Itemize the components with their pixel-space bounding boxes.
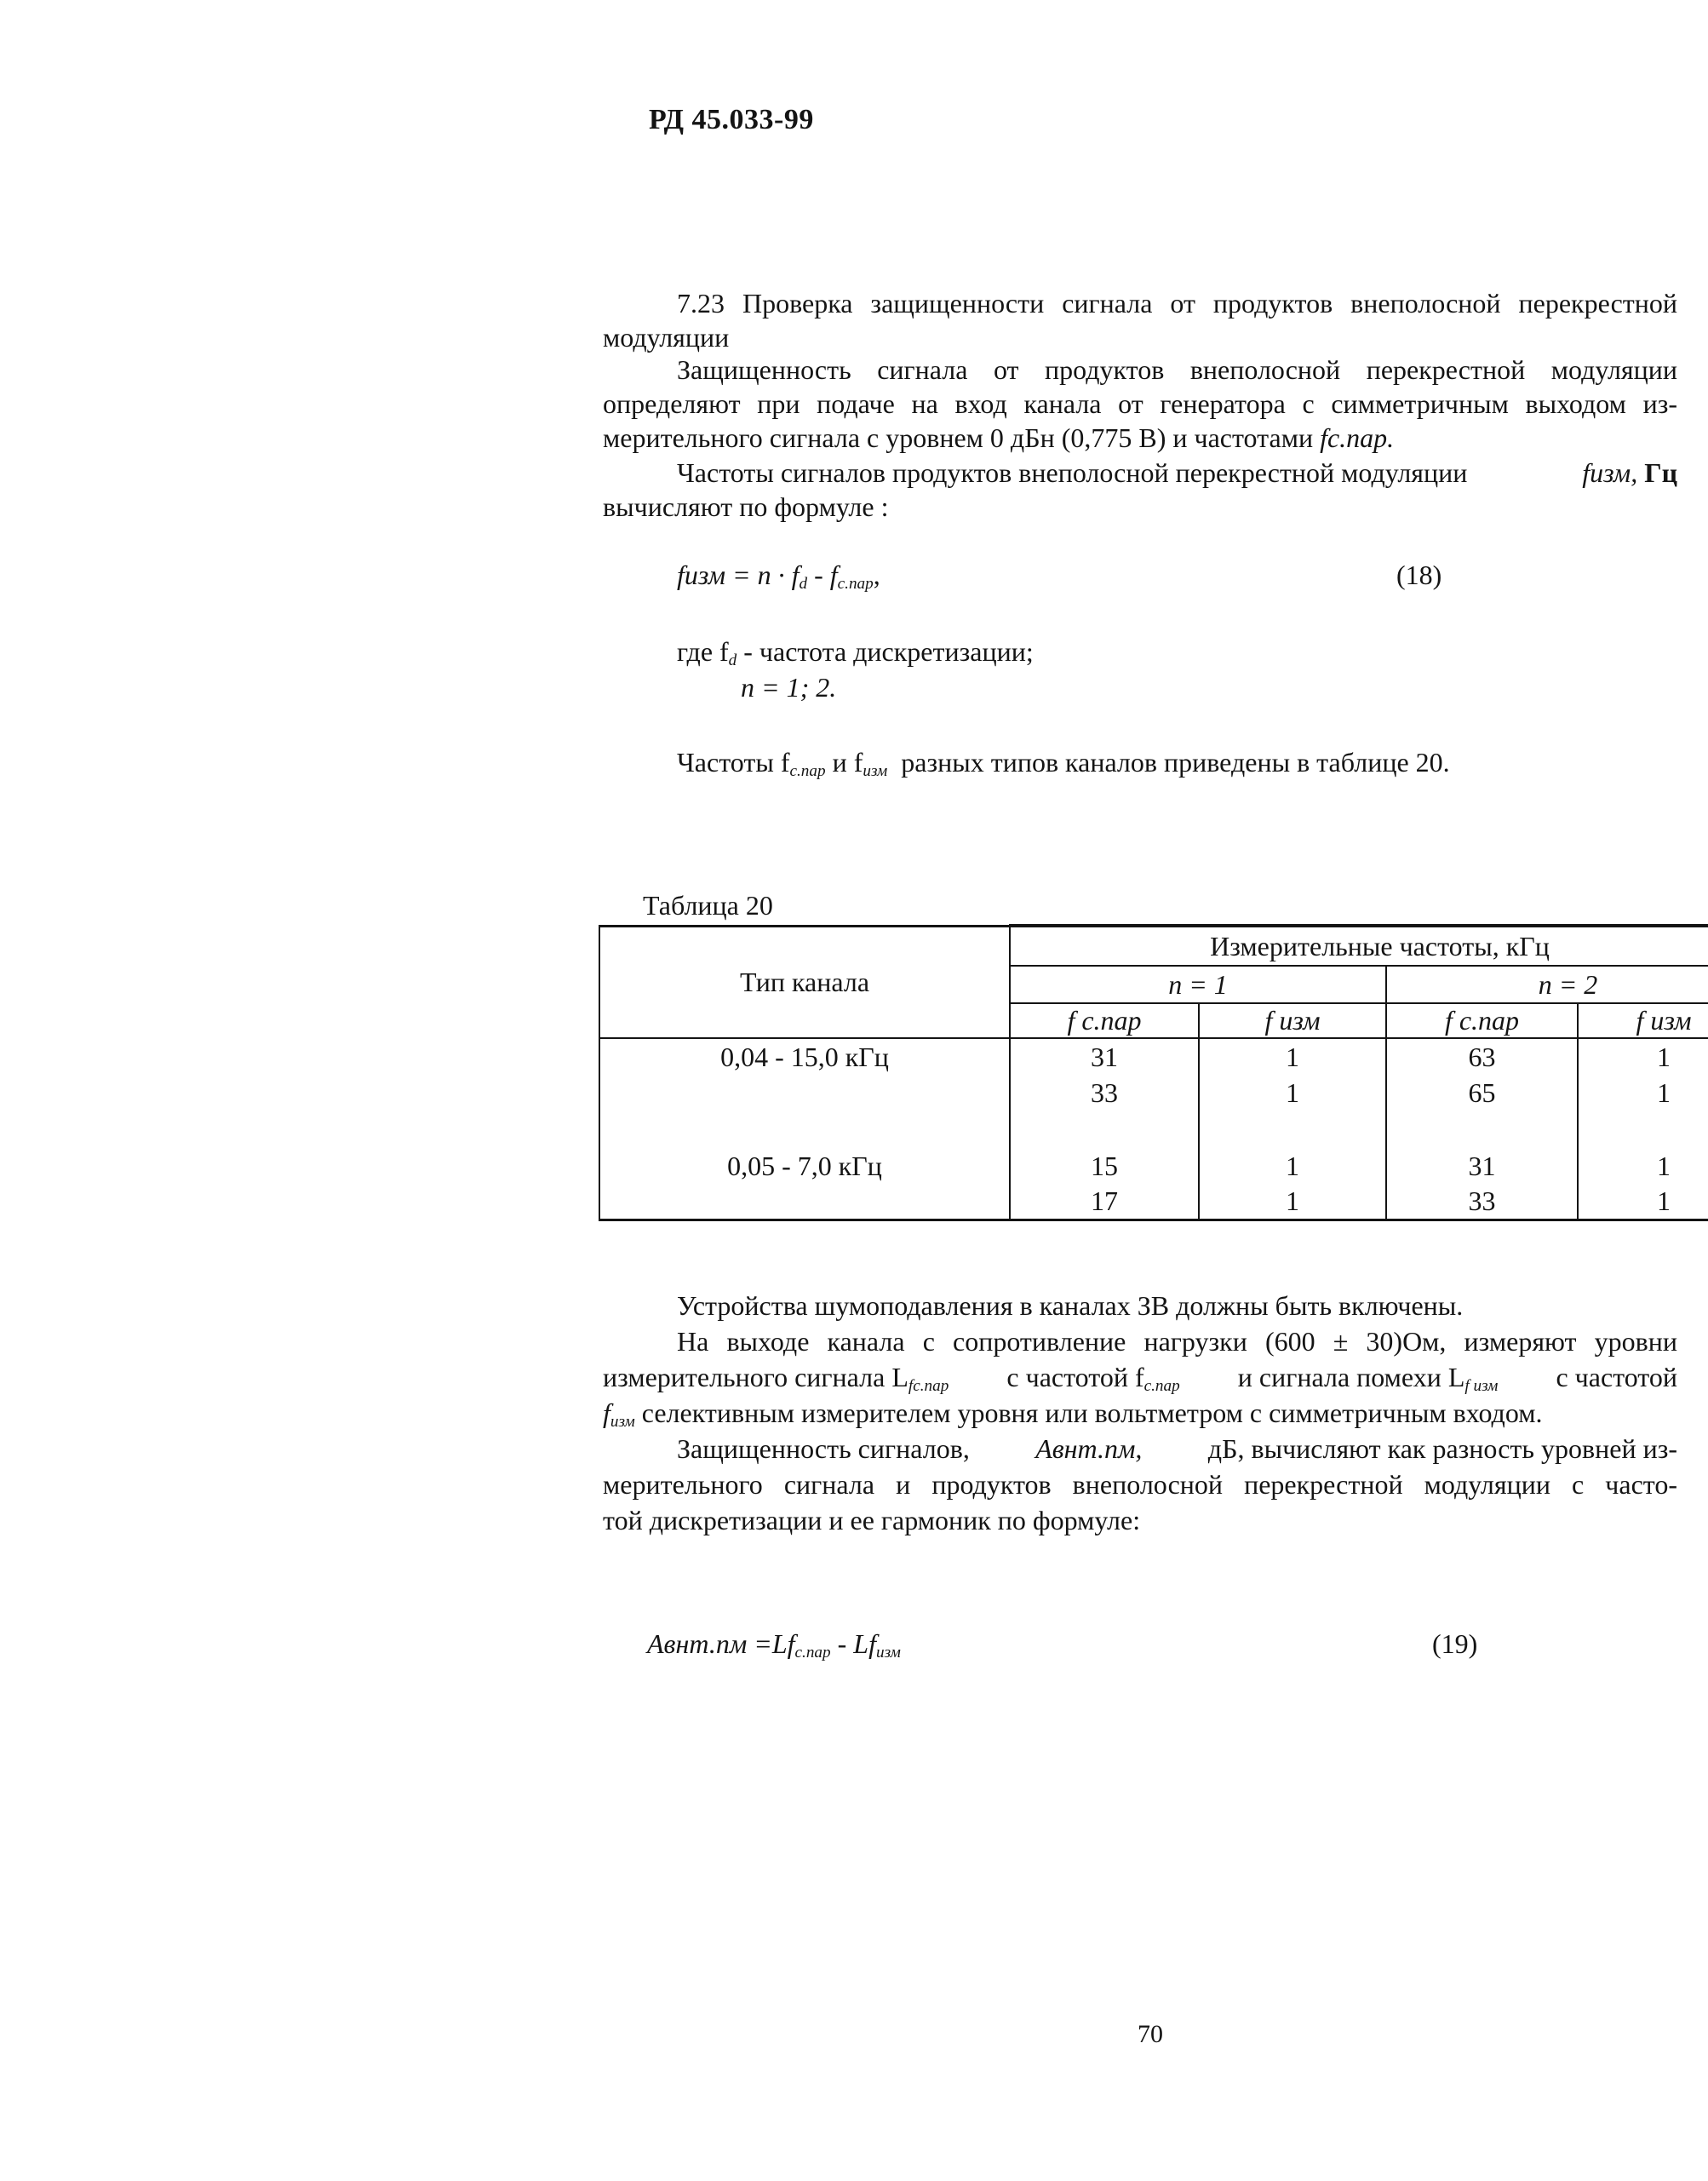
formula19-sub2: изм bbox=[875, 1643, 901, 1662]
paragraph3-line3-b: селективным измерителем уровня или вольтметром с симметричным входом. bbox=[641, 1398, 1543, 1428]
row4-n1-fcpar: 17 bbox=[1010, 1184, 1199, 1220]
row2-n2-fcpar: 65 bbox=[1386, 1075, 1578, 1111]
paragraph3-line2-sub3: f изм bbox=[1464, 1376, 1499, 1395]
header-n1: n = 1 bbox=[1168, 968, 1228, 1000]
row3-n2-fcpar: 31 bbox=[1386, 1148, 1578, 1184]
row3-n2-fizm: 1 bbox=[1657, 1150, 1671, 1181]
row1-n1-fcpar: 31 bbox=[1010, 1038, 1199, 1075]
paragraph2-line1-text: Частоты сигналов продуктов внеполосной перекрестной модуляции bbox=[677, 457, 1468, 488]
row3-type-cell bbox=[599, 1148, 1010, 1184]
fcpar-symbol: fс.пар. bbox=[1320, 422, 1395, 453]
formula-19 bbox=[647, 1627, 901, 1670]
paragraph4-line1-a: Защищенность сигналов, bbox=[677, 1433, 970, 1464]
formula-18-number: (18) bbox=[1396, 560, 1442, 590]
where-line1 bbox=[677, 634, 1034, 678]
spacer-cell bbox=[1386, 1111, 1578, 1148]
document-code: РД 45.033-99 bbox=[649, 104, 814, 135]
noise-suppression-line: Устройства шумоподавления в каналах ЗВ должны быть включены. bbox=[677, 1290, 1464, 1321]
row2-n2-fizm: 1 bbox=[1657, 1076, 1671, 1108]
subheader-n1-fcpar: f с.пар bbox=[1067, 1005, 1142, 1036]
formula-18 bbox=[677, 558, 880, 601]
formula18-comma: , bbox=[873, 560, 880, 590]
table-caption: Таблица 20 bbox=[643, 890, 773, 921]
paragraph2-line1-tail bbox=[1582, 456, 1677, 490]
section-heading-line2: модуляции bbox=[603, 322, 730, 353]
formula19-minus: - Lf bbox=[837, 1628, 876, 1659]
frequency-note bbox=[677, 745, 1450, 789]
formula-19-number: (19) bbox=[1432, 1628, 1478, 1659]
paragraph4-line1-b: Авнт.пм, bbox=[1035, 1433, 1143, 1464]
row4-n2-fcpar: 33 bbox=[1386, 1184, 1578, 1220]
formula18-eq: = n · f bbox=[732, 560, 800, 590]
paragraph3-line2-d: с частотой bbox=[1556, 1362, 1677, 1392]
table-row bbox=[599, 1184, 1708, 1220]
fizm-symbol: fизм, bbox=[1582, 457, 1638, 488]
where-line1-b: - частота дискретизации; bbox=[743, 636, 1034, 667]
paragraph1-line3-text: мерительного сигнала с уровнем 0 дБн (0,775 В) и частотами bbox=[603, 422, 1314, 453]
where-line1-a: где f bbox=[677, 636, 729, 667]
table-row bbox=[599, 1148, 1708, 1184]
spacer-cell bbox=[1578, 1111, 1708, 1148]
paragraph1-line2: определяют при подаче на вход канала от генератора с симметричным выходом из- bbox=[603, 388, 1677, 419]
row1-n1-fizm: 1 bbox=[1199, 1038, 1386, 1075]
frequency-note-b: и f bbox=[832, 747, 863, 778]
spacer-cell bbox=[1199, 1111, 1386, 1148]
paragraph3-line2-sub2: с.пар bbox=[1143, 1376, 1180, 1395]
paragraph3-line3-sub: изм bbox=[610, 1412, 635, 1431]
table-row bbox=[599, 1038, 1708, 1075]
header-group: Измерительные частоты, кГц bbox=[1210, 930, 1550, 961]
subheader-n2-fizm-cell bbox=[1578, 1003, 1708, 1038]
paragraph3-line1: На выходе канала с сопротивление нагрузки (600 ± 30)Ом, измеряют уровни bbox=[677, 1326, 1677, 1357]
paragraph4-line3: той дискретизации и ее гармоник по формуле: bbox=[603, 1505, 1141, 1535]
row1-type-cell bbox=[599, 1038, 1010, 1075]
paragraph1-line3 bbox=[603, 421, 1394, 455]
frequency-note-sub1: с.пар bbox=[789, 761, 826, 780]
row1-n2-fizm: 1 bbox=[1657, 1041, 1671, 1072]
row3-type: 0,05 - 7,0 кГц bbox=[727, 1150, 882, 1181]
spacer-cell bbox=[1010, 1111, 1199, 1148]
subheader-n2-fcpar: f с.пар bbox=[1444, 1005, 1520, 1036]
subheader-n2-fcpar-cell bbox=[1386, 1003, 1578, 1038]
paragraph3-line2-b: с частотой f bbox=[1006, 1362, 1144, 1392]
paragraph4-line2: мерительного сигнала и продуктов внеполосной перекрестной модуляции с часто- bbox=[603, 1469, 1677, 1500]
formula19-sub1: с.пар bbox=[794, 1643, 831, 1662]
where-line1-sub: d bbox=[728, 651, 737, 669]
formula18-minus: - f bbox=[814, 560, 838, 590]
paragraph4-line1 bbox=[677, 1432, 1677, 1466]
frequency-note-sub2: изм bbox=[863, 761, 888, 780]
paragraph3-line2-c: и сигнала помехи L bbox=[1237, 1362, 1465, 1392]
row2-n1-fizm: 1 bbox=[1199, 1075, 1386, 1111]
paragraph1-line1: Защищенность сигнала от продуктов внеполосной перекрестной модуляции bbox=[677, 354, 1677, 385]
section-heading-line1: 7.23 Проверка защищенности сигнала от продуктов внеполосной перекрестной bbox=[677, 288, 1677, 319]
table-20 bbox=[599, 924, 1708, 1231]
row4-type-cell bbox=[599, 1184, 1010, 1220]
header-type: Тип канала bbox=[739, 966, 870, 997]
spacer-cell bbox=[599, 1111, 1010, 1148]
header-type-cell bbox=[599, 926, 1010, 1038]
row4-n2-fizm: 1 bbox=[1578, 1184, 1708, 1220]
frequency-note-a: Частоты f bbox=[677, 747, 790, 778]
header-group-cell bbox=[1010, 926, 1708, 966]
formula18-cpar-sub: с.пар bbox=[837, 574, 874, 593]
row4-n1-fizm: 1 bbox=[1199, 1184, 1386, 1220]
header-n2-cell bbox=[1386, 966, 1708, 1003]
paragraph2-line2: вычисляют по формуле : bbox=[603, 491, 889, 522]
row3-n1-fcpar: 15 bbox=[1010, 1148, 1199, 1184]
row1-type: 0,04 - 15,0 кГц bbox=[720, 1041, 889, 1072]
where-line2: n = 1; 2. bbox=[741, 672, 837, 703]
paragraph3-line3-f: f bbox=[603, 1398, 610, 1428]
formula18-d-sub: d bbox=[799, 574, 808, 593]
formula18-lhs: fизм bbox=[677, 560, 725, 590]
row1-n2-fcpar: 63 bbox=[1386, 1038, 1578, 1075]
formula19-eq: =Lf bbox=[754, 1628, 795, 1659]
paragraph3-line2-a: измерительного сигнала L bbox=[603, 1362, 908, 1392]
table-spacer-row bbox=[599, 1111, 1708, 1148]
paragraph4-line1-c: дБ, вычисляют как разность уровней из- bbox=[1207, 1433, 1677, 1464]
header-n2: n = 2 bbox=[1538, 968, 1598, 1000]
page-number: 70 bbox=[1138, 2020, 1163, 2048]
hz-unit: Гц bbox=[1644, 457, 1677, 488]
row2-n1-fcpar: 33 bbox=[1010, 1075, 1199, 1111]
header-n1-cell bbox=[1010, 966, 1386, 1003]
paragraph2-line1 bbox=[677, 456, 1677, 490]
subheader-n2-fizm: f изм bbox=[1636, 1005, 1692, 1036]
formula19-lhs: Авнт.пм bbox=[647, 1628, 748, 1659]
table-row bbox=[599, 1075, 1708, 1111]
row3-n1-fizm: 1 bbox=[1199, 1148, 1386, 1184]
paragraph3-line2-sub1: fс.пар bbox=[908, 1376, 949, 1395]
frequency-note-c: разных типов каналов приведены в таблице 20. bbox=[901, 747, 1450, 778]
frequency-table bbox=[599, 924, 1708, 1221]
subheader-n1-fcpar-cell bbox=[1010, 1003, 1199, 1038]
subheader-n1-fizm-cell bbox=[1199, 1003, 1386, 1038]
subheader-n1-fizm: f изм bbox=[1264, 1005, 1321, 1036]
row2-type-cell bbox=[599, 1075, 1010, 1111]
